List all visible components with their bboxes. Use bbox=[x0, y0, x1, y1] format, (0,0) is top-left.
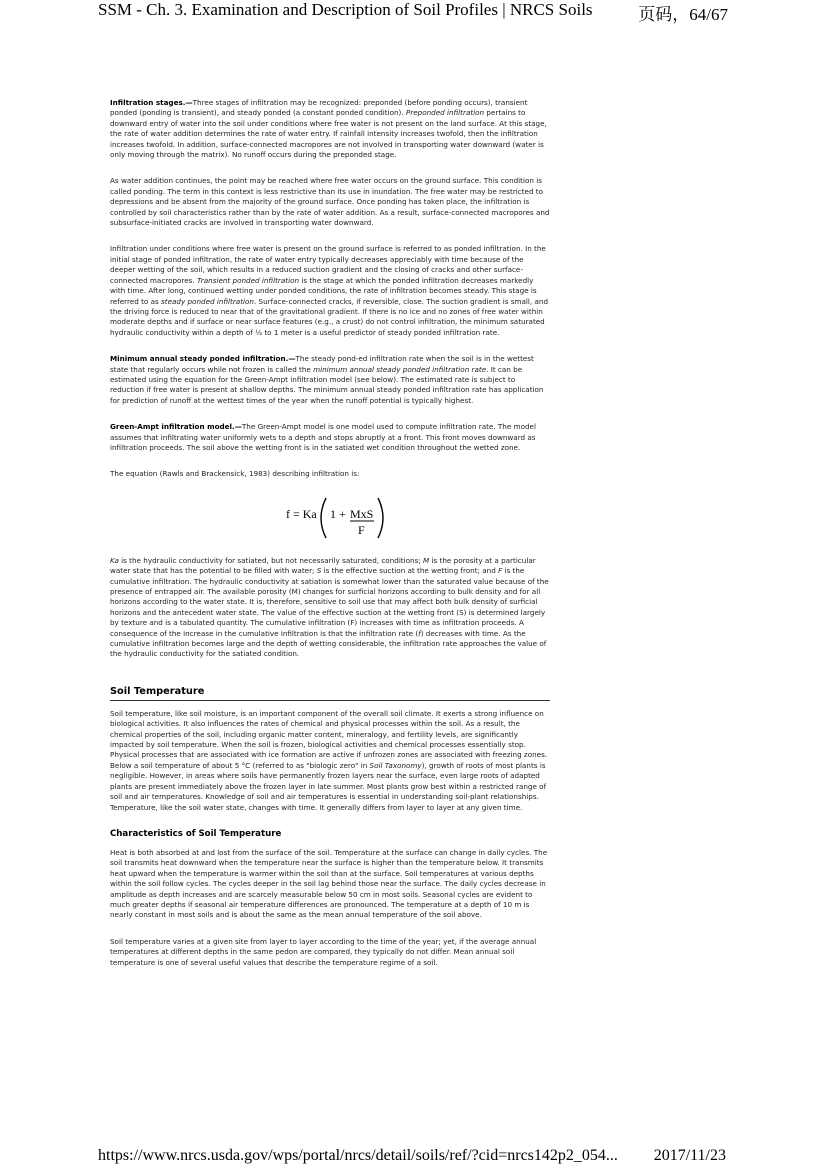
paragraph-ponding: As water addition continues, the point may be reached where free water occurs on the ground surface. This condition is called ponding. The term in this context is less restrictive than its use in inundation. The free water may be restricted to depressions and be absent from the majority of the ground surface. Once ponding has taken place, the infiltration is controlled by soil characteristics rather than by the rate of water addition. As a result, surface-connected macropores and subsurface-initiated cracks are involved in transporting water downward. bbox=[110, 176, 550, 228]
page-url: https://www.nrcs.usda.gov/wps/portal/nrcs/detail/soils/ref/?cid=nrcs142p2_054... bbox=[98, 1147, 618, 1164]
term-infiltration-stages: Infiltration stages.— bbox=[110, 98, 193, 107]
paragraph-variables: Ka is the hydraulic conductivity for satiated, but not necessarily saturated, conditions; M is the porosity at a particular water state that has the potential to be filled with water; S is the effective suction at the wetting front; and F is the cumulative infiltration. The hydraulic conductivity at satiation is somewhat lower than the saturated value because of the presence of entrapped air. The available porosity (M) changes for surficial horizons according to bulk density and for all horizons according to the water state. It is, therefore, sensitive to soil use that may affect both bulk density of surficial horizons and the antecedent water state. The value of the effective suction at the wetting front (S) is determined largely by texture and is a tabulated quantity. The cumulative infiltration (F) increases with time as infiltration proceeds. A consequence of the increase in the cumulative infiltration is that the infiltration rate (f) decreases with time. As the cumulative infiltration becomes large and the depth of wetting considerable, the infiltration rate approaches the value of the hydraulic conductivity for the satiated condition. bbox=[110, 555, 549, 659]
paragraph-mean-annual: Soil temperature varies at a given site from layer to layer according to the time of the year; yet, if the average annual temperatures at different depths in the same pedon are compared, they typically do not differ. Mean annual soil temperature is one of several useful values that describe the temperature regime of a soil. bbox=[110, 936, 537, 967]
paragraph-ponded-infiltration: Infiltration under conditions where free water is present on the ground surface is referred to as ponded infiltration. In the initial stage of ponded infiltration, the rate of water entry typically decreases appreciably with time because of the deeper wetting of the soil, which results in a reduced suction gradient and the closing of cracks and other surface-connected macropores. Transient ponded infiltration is the stage at which the ponded infiltration decreases markedly with time. After long, continued wetting under ponded conditions, the rate of infiltration becomes steady. This stage is referred to as steady ponded infiltration. Surface-connected cracks, if reversible, close. The suction gradient is small, and the driving force is reduced to near that of the gravitational gradient. If there is no ice and no zones of free water within moderate depths and if surface or near surface features (e.g., a crust) do not control infiltration, the minimum saturated hydraulic conductivity within a depth of ½ to 1 meter is a useful predictor of steady ponded infiltration rate. bbox=[110, 244, 549, 337]
article-body bbox=[110, 98, 550, 984]
document-title: SSM - Ch. 3. Examination and Description of Soil Profiles | NRCS Soils bbox=[98, 0, 593, 19]
print-header bbox=[0, 0, 827, 22]
green-ampt-equation bbox=[110, 490, 550, 546]
paragraph-equation-intro: The equation (Rawls and Brackensick, 1983) describing infiltration is: bbox=[110, 469, 360, 479]
term-minimum-annual: Minimum annual steady ponded infiltration.— bbox=[110, 354, 296, 364]
equation-lhs: f = Ka bbox=[286, 506, 317, 521]
equation-graphic bbox=[282, 490, 412, 546]
paragraph-soil-temperature: Soil temperature, like soil moisture, is an important component of the overall soil climate. It exerts a strong influence on biological activities. It also influences the rates of chemical and physical processes within the soil. As a result, the chemical properties of the soil, including organic matter content, mineralogy, and fertility levels, are significantly impacted by soil temperature. When the soil is frozen, biological activities and chemical processes essentially stop. Physical processes that are associated with ice formation are active if unfrozen zones are associated with freezing zones. Below a soil temperature of about 5 °C (referred to as "biologic zero" in Soil Taxonomy), growth of roots of most plants is negligible. However, in areas where soils have permanently frozen layers near the surface, even large roots of adapted plants are present immediately above the frozen layer in late summer. Most plants grow best within a restricted range of soil and air temperatures. Knowledge of soil and air temperatures is essential in understanding soil-plant relationships. Temperature, like the soil water state, changes with time. It generally differs from layer to layer at any given time. bbox=[110, 708, 548, 812]
paragraph-infiltration-stages: Infiltration stages.—Three stages of infiltration may be recognized: preponded (before ponding occurs), transient ponded (ponding is transient), and steady ponded (a constant ponded condition). Preponded infiltration pertains to downward entry of water into the soil under conditions where free water is not present on the land surface. At this stage, the rate of water addition determines the rate of water entry. If rainfall intensity increases twofold, then the infiltration increases twofold. In addition, surface-connected macropores are not involved in transporting water downward (water is only moving through the matrix). No runoff occurs during the preponded stage. bbox=[110, 98, 547, 160]
equation-denominator: F bbox=[358, 522, 365, 537]
paragraph-heat-transfer: Heat is both absorbed at and lost from the surface of the soil. Temperature at the surface can change in daily cycles. The soil transmits heat downward when the temperature near the surface is higher than the temperature below. It transmits heat upward when the temperature is warmer within the soil than at the surface. Soil temperatures at various depths within the soil follow cycles. The cycles deeper in the soil lag behind those near the surface. The daily cycles decrease in amplitude as depth increases and are scarcely measurable below 50 cm in most soils. Seasonal cycles are evident to much greater depths if seasonal air temperature differences are pronounced. The temperature at a depth of 10 m is nearly constant in most soils and is about the same as the mean annual temperature of the soil above. bbox=[110, 847, 548, 920]
right-paren bbox=[378, 498, 383, 538]
equation-numerator: MxS bbox=[350, 506, 374, 521]
paragraph-green-ampt: Green-Ampt infiltration model.—The Green-Ampt model is one model used to compute infiltration rate. The model assumes that infiltrating water uniformly wets to a depth and stops abruptly at a front. This front moves downward as infiltration proceeds. The soil above the wetting front is in the satiated wet condition throughout the wetted zone. bbox=[110, 422, 536, 452]
paragraph-minimum-annual: Minimum annual steady ponded infiltration.—The steady pond-ed infiltration rate when the soil is in the wettest state that regularly occurs while not frozen is called the minimum annual steady ponded infiltration rate. It can be estimated using the equation for the Green-Ampt infiltration model (see below). The estimated rate is subject to reduction if free water is present at shallow depths. The minimum annual steady ponded infiltration rate has application for prediction of runoff at the wettest times of the year when the runoff potential is typically highest. bbox=[110, 354, 544, 405]
subheading-characteristics: Characteristics of Soil Temperature bbox=[110, 828, 282, 839]
section-heading-soil-temperature: Soil Temperature bbox=[110, 686, 550, 701]
equation-one-plus: 1 + bbox=[330, 506, 346, 521]
term-green-ampt: Green-Ampt infiltration model.— bbox=[110, 422, 242, 432]
page-number: 页码，64/67 bbox=[638, 5, 728, 24]
print-date: 2017/11/23 bbox=[653, 1147, 726, 1164]
print-footer bbox=[0, 1145, 827, 1169]
left-paren bbox=[321, 498, 326, 538]
